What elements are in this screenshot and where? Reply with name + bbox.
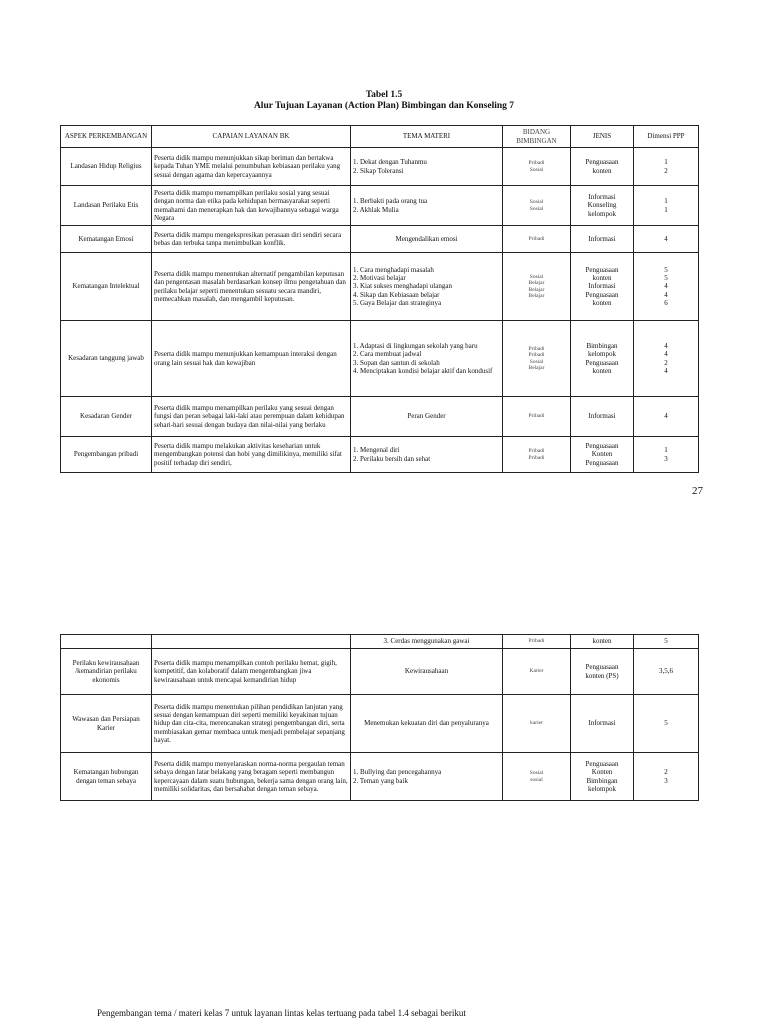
tema-cell-line: 2. Akhlak Mulia bbox=[353, 205, 399, 214]
header-tema: TEMA MATERI bbox=[351, 126, 503, 148]
jenis-cell-line: Konten bbox=[591, 768, 613, 777]
jenis-cell bbox=[571, 649, 634, 695]
bidang-cell bbox=[503, 186, 571, 226]
table-row bbox=[61, 437, 699, 473]
bidang-cell-line: Sosial bbox=[529, 358, 544, 365]
dimensi-cell-line: 1 bbox=[664, 158, 668, 167]
table-row bbox=[61, 186, 699, 226]
tema-cell-line: 3. Sopan dan santun di sekolah bbox=[353, 358, 440, 367]
tema-cell bbox=[351, 321, 503, 397]
dimensi-cell bbox=[634, 649, 699, 695]
aspek-cell: Kematangan Intelektual bbox=[61, 253, 152, 321]
dimensi-cell bbox=[634, 753, 699, 801]
bidang-cell-line: Sosial bbox=[529, 205, 544, 212]
dimensi-cell-line: 5 bbox=[664, 637, 668, 646]
tema-cell-line: 3. Kiat sukses menghadapi ulangan bbox=[353, 282, 452, 291]
bidang-cell bbox=[503, 635, 571, 649]
jenis-cell-line: konten (PS) bbox=[585, 671, 619, 680]
aspek-cell: Pengembangan pribadi bbox=[61, 437, 152, 473]
tema-cell bbox=[351, 226, 503, 253]
dimensi-cell-line: 3 bbox=[664, 776, 668, 785]
bidang-cell-line: Pribadi bbox=[528, 454, 545, 461]
bidang-cell-line: Pribadi bbox=[528, 448, 545, 455]
tema-cell bbox=[351, 695, 503, 753]
aspek-cell: Kesadaran tanggung jawab bbox=[61, 321, 152, 397]
bidang-cell-line: Pribadi bbox=[528, 638, 545, 645]
jenis-cell-line: Informasi bbox=[588, 412, 616, 421]
jenis-cell-line: Bimbingan bbox=[586, 342, 618, 350]
tema-cell-line: 1. Berbakti pada orang tua bbox=[353, 197, 428, 206]
bidang-cell-line: karier bbox=[530, 720, 543, 727]
dimensi-cell bbox=[634, 635, 699, 649]
capaian-cell: Peserta didik mampu menampilkan perilaku sosial yang sesuai dengan norma dan etika pada kehidupan bermasyarakat seperti memahami dan menerapkan hak dan kewajibannya sebagai warga Negara bbox=[152, 186, 351, 226]
tema-cell bbox=[351, 397, 503, 437]
header-capaian: CAPAIAN LAYANAN BK bbox=[152, 126, 351, 148]
table-caption-title: Alur Tujuan Layanan (Action Plan) Bimbingan dan Konseling 7 bbox=[253, 101, 515, 111]
tema-cell-line: 1. Adaptasi di lingkungan sekolah yang baru bbox=[353, 342, 478, 350]
bidang-cell bbox=[503, 649, 571, 695]
capaian-cell: Peserta didik mampu menentukan alternatif pengambilan keputusan dan pengentasan masalah berdasarkan konsep ilmu pengetahuan dan perilaku belajar seperti menentukan sesuatu secara mandiri, memecahkan masalah, dan mengambil keputusan. bbox=[152, 253, 351, 321]
jenis-cell-line: kelompok bbox=[588, 784, 616, 793]
jenis-cell-line: Penguasaan bbox=[585, 663, 619, 672]
table-row bbox=[61, 649, 699, 695]
bidang-cell-line: Belajar bbox=[528, 286, 545, 293]
jenis-cell-line: Informasi bbox=[588, 234, 616, 243]
jenis-cell bbox=[571, 635, 634, 649]
dimensi-cell-line: 1 bbox=[664, 446, 668, 455]
table-row bbox=[61, 753, 699, 801]
aspek-cell bbox=[61, 635, 152, 649]
capaian-cell: Peserta didik mampu menunjukkan kemampuan interaksi dengan orang lain sesuai hak dan kewajiban bbox=[152, 321, 351, 397]
tema-cell bbox=[351, 186, 503, 226]
bidang-cell-line: Sosial bbox=[529, 199, 544, 206]
header-bidang: BIDANG BIMBINGAN bbox=[503, 126, 571, 148]
tema-cell-line: 5. Gaya Belajar dan strateginya bbox=[353, 298, 442, 307]
jenis-cell-line: konten bbox=[592, 166, 612, 175]
header-aspek: ASPEK PERKEMBANGAN bbox=[61, 126, 152, 148]
aspek-cell: Wawasan dan Persiapan Karier bbox=[61, 695, 152, 753]
bidang-cell-line: Sosial bbox=[529, 770, 544, 777]
footer-text: Pengembangan tema / materi kelas 7 untuk layanan lintas kelas tertuang pada tabel 1.4 sebagai berikut bbox=[97, 1008, 466, 1018]
capaian-cell: Peserta didik mampu menampilkan perilaku yang sesuai dengan fungsi dan peran sebagai laki-laki atau perempuan dalam kehidupan sehari-hari sesuai dengan budaya dan nilai-nilai yang berlaku bbox=[152, 397, 351, 437]
jenis-cell bbox=[571, 186, 634, 226]
tema-cell-line: 1. Dekat dengan Tuhanmu bbox=[353, 158, 427, 167]
dimensi-cell-line: 2 bbox=[664, 166, 668, 175]
tema-cell-line: 1. Mengenal diri bbox=[353, 446, 400, 455]
dimensi-cell-line: 4 bbox=[664, 282, 668, 291]
tema-cell-line: 4. Menciptakan kondisi belajar aktif dan kondusif bbox=[353, 366, 493, 375]
table-row bbox=[61, 695, 699, 753]
dimensi-cell-line: 1 bbox=[664, 197, 668, 206]
jenis-cell bbox=[571, 695, 634, 753]
jenis-cell-line: Penguasaan bbox=[585, 158, 619, 167]
capaian-cell bbox=[152, 635, 351, 649]
tema-cell bbox=[351, 253, 503, 321]
tema-cell bbox=[351, 437, 503, 473]
bidang-cell-line: Pribadi bbox=[528, 345, 545, 352]
tema-cell-line: Menemukan kekuatan diri dan penyaluranya bbox=[364, 719, 489, 728]
jenis-cell-line: konten bbox=[592, 637, 612, 646]
bidang-cell-line: Belajar bbox=[528, 364, 545, 371]
bidang-cell-line: Pribadi bbox=[528, 160, 545, 167]
page-number: 27 bbox=[692, 485, 703, 497]
jenis-cell bbox=[571, 253, 634, 321]
dimensi-cell-line: 4 bbox=[664, 350, 668, 359]
bidang-cell-line: Karier bbox=[529, 668, 544, 675]
tema-cell-line: 2. Motivasi belajar bbox=[353, 274, 406, 283]
table-caption-number: Tabel 1.5 bbox=[365, 90, 403, 100]
table-header-row bbox=[61, 126, 699, 148]
jenis-cell bbox=[571, 321, 634, 397]
tema-cell-line: 2. Perilaku bersih dan sehat bbox=[353, 454, 431, 463]
bidang-cell bbox=[503, 148, 571, 186]
aspek-cell: Perilaku kewirausahaan /kemandirian perilaku ekonomis bbox=[61, 649, 152, 695]
jenis-cell bbox=[571, 397, 634, 437]
dimensi-cell-line: 5 bbox=[664, 274, 668, 283]
bidang-cell bbox=[503, 226, 571, 253]
tema-cell-line: 2. Teman yang baik bbox=[353, 776, 408, 785]
tema-cell-line: 1. Bullying dan pencegahannya bbox=[353, 768, 442, 777]
bidang-cell bbox=[503, 253, 571, 321]
dimensi-cell bbox=[634, 695, 699, 753]
table-row bbox=[61, 226, 699, 253]
jenis-cell-line: Penguasaan bbox=[585, 760, 619, 768]
capaian-cell: Peserta didik mampu melakukan aktivitas keseharian untuk mengembangkan potensi dan hobi yang dimilikinya, memiliki sifat positif terhadap diri sendiri, bbox=[152, 437, 351, 473]
jenis-cell-line: Bimbingan bbox=[586, 776, 618, 785]
bidang-cell-line: Pribadi bbox=[528, 235, 545, 242]
jenis-cell-line: Penguasaan bbox=[585, 442, 619, 451]
aspek-cell: Landasan Hidup Religius bbox=[61, 148, 152, 186]
dimensi-cell-line: 4 bbox=[664, 342, 668, 350]
dimensi-cell-line: 3,5,6 bbox=[659, 667, 673, 676]
bidang-cell-line: Sosial bbox=[529, 273, 544, 280]
tema-cell-line: 2. Sikap Toleransi bbox=[353, 166, 404, 175]
bidang-cell bbox=[503, 695, 571, 753]
dimensi-cell-line: 1 bbox=[664, 205, 668, 214]
bidang-cell-line: Pribadi bbox=[528, 352, 545, 359]
dimensi-cell bbox=[634, 186, 699, 226]
tema-cell-line: 1. Cara menghadapi masalah bbox=[353, 265, 434, 274]
jenis-cell-line: Penguasaan bbox=[585, 358, 619, 367]
tema-cell bbox=[351, 649, 503, 695]
action-plan-table-part-1 bbox=[60, 125, 699, 473]
tema-cell-line: 3. Cerdas menggunakan gawai bbox=[383, 637, 470, 646]
tema-cell bbox=[351, 635, 503, 649]
dimensi-cell-line: 4 bbox=[664, 234, 668, 243]
jenis-cell bbox=[571, 753, 634, 801]
capaian-cell: Peserta didik mampu menentukan pilihan pendidikan lanjutan yang sesuai dengan kemampuan diri seperti memiliki keyakinan tujuan hidup dan cita-cita, merencanakan strategi pengembangan diri, serta membiasakan gemar membaca untuk menjadi pembelajar sepanjang hayat. bbox=[152, 695, 351, 753]
bidang-cell-line: Belajar bbox=[528, 292, 545, 299]
bidang-cell-line: sosial bbox=[530, 776, 543, 783]
capaian-cell: Peserta didik mampu menyelaraskan norma-norma pergaulan teman sebaya dengan latar belakang yang beragam seperti membangun kepercayaan dalam suatu hubungan, bekerja sama dengan orang lain, memiliki solidaritas, dan bersahabat dengan teman sebaya. bbox=[152, 753, 351, 801]
header-dimensi: Dimensi PPP bbox=[634, 126, 699, 148]
tema-cell-line: 4. Sikap dan Kebiasaan belajar bbox=[353, 290, 440, 299]
aspek-cell: Kesadaran Gender bbox=[61, 397, 152, 437]
dimensi-cell-line: 2 bbox=[664, 768, 668, 777]
bidang-cell bbox=[503, 753, 571, 801]
jenis-cell-line: Informasi bbox=[588, 282, 616, 291]
jenis-cell-line: Konseling bbox=[587, 201, 617, 210]
jenis-cell-line: konten bbox=[592, 298, 612, 307]
dimensi-cell bbox=[634, 321, 699, 397]
aspek-cell: Landasan Perilaku Etis bbox=[61, 186, 152, 226]
dimensi-cell-line: 4 bbox=[664, 290, 668, 299]
dimensi-cell bbox=[634, 253, 699, 321]
tema-cell bbox=[351, 148, 503, 186]
jenis-cell bbox=[571, 226, 634, 253]
dimensi-cell-line: 2 bbox=[664, 358, 668, 367]
jenis-cell-line: kelompok bbox=[588, 209, 616, 218]
table-row bbox=[61, 321, 699, 397]
table-row bbox=[61, 253, 699, 321]
dimensi-cell-line: 4 bbox=[664, 412, 668, 421]
jenis-cell-line: konten bbox=[592, 366, 612, 375]
bidang-cell-line: Pribadi bbox=[528, 413, 545, 420]
dimensi-cell bbox=[634, 226, 699, 253]
dimensi-cell-line: 3 bbox=[664, 454, 668, 463]
dimensi-cell-line: 4 bbox=[664, 366, 668, 375]
bidang-cell bbox=[503, 321, 571, 397]
action-plan-table-part-2 bbox=[60, 634, 699, 801]
tema-cell-line: Peran Gender bbox=[407, 412, 446, 421]
jenis-cell-line: Informasi bbox=[588, 719, 616, 728]
dimensi-cell-line: 6 bbox=[664, 298, 668, 307]
jenis-cell-line: Informasi bbox=[588, 193, 616, 202]
bidang-cell-line: Belajar bbox=[528, 280, 545, 287]
header-jenis: JENIS bbox=[571, 126, 634, 148]
capaian-cell: Peserta didik mampu mengekspresikan perasaan diri sendiri secara bebas dan terbuka tanpa menimbulkan konflik. bbox=[152, 226, 351, 253]
capaian-cell: Peserta didik mampu menampilkan contoh perilaku hemat, gigih, kompetitif, dan kolaboratif dalam mengembangkan jiwa kewirausahaan untuk mencapai kemandirian hidup bbox=[152, 649, 351, 695]
tema-cell bbox=[351, 753, 503, 801]
table-row bbox=[61, 635, 699, 649]
bidang-cell bbox=[503, 437, 571, 473]
dimensi-cell-line: 5 bbox=[664, 265, 668, 274]
jenis-cell-line: Penguasaan bbox=[585, 265, 619, 274]
jenis-cell-line: kelompok bbox=[588, 350, 616, 359]
tema-cell-line: 2. Cara membuat jadwal bbox=[353, 350, 422, 359]
jenis-cell-line: Penguasaan bbox=[585, 290, 619, 299]
jenis-cell bbox=[571, 148, 634, 186]
table-row bbox=[61, 397, 699, 437]
aspek-cell: Kematangan Emosi bbox=[61, 226, 152, 253]
dimensi-cell bbox=[634, 148, 699, 186]
tema-cell-line: Mengendalikan emosi bbox=[395, 234, 458, 243]
jenis-cell-line: Konten bbox=[591, 450, 613, 459]
dimensi-cell bbox=[634, 437, 699, 473]
bidang-cell-line: Sosial bbox=[529, 166, 544, 173]
table-row bbox=[61, 148, 699, 186]
dimensi-cell-line: 5 bbox=[664, 719, 668, 728]
jenis-cell-line: Penguasaan bbox=[585, 458, 619, 467]
jenis-cell-line: konten bbox=[592, 274, 612, 283]
tema-cell-line: Kewirausahaan bbox=[404, 667, 449, 676]
capaian-cell: Peserta didik mampu menunjukkan sikap beriman dan bertakwa kepada Tuhan YME melalui penumbuhan kebiasaan perilaku yang sesuai dengan agama dan kepercayaannya bbox=[152, 148, 351, 186]
aspek-cell: Kematangan hubungan dengan teman sebaya bbox=[61, 753, 152, 801]
jenis-cell bbox=[571, 437, 634, 473]
dimensi-cell bbox=[634, 397, 699, 437]
bidang-cell bbox=[503, 397, 571, 437]
